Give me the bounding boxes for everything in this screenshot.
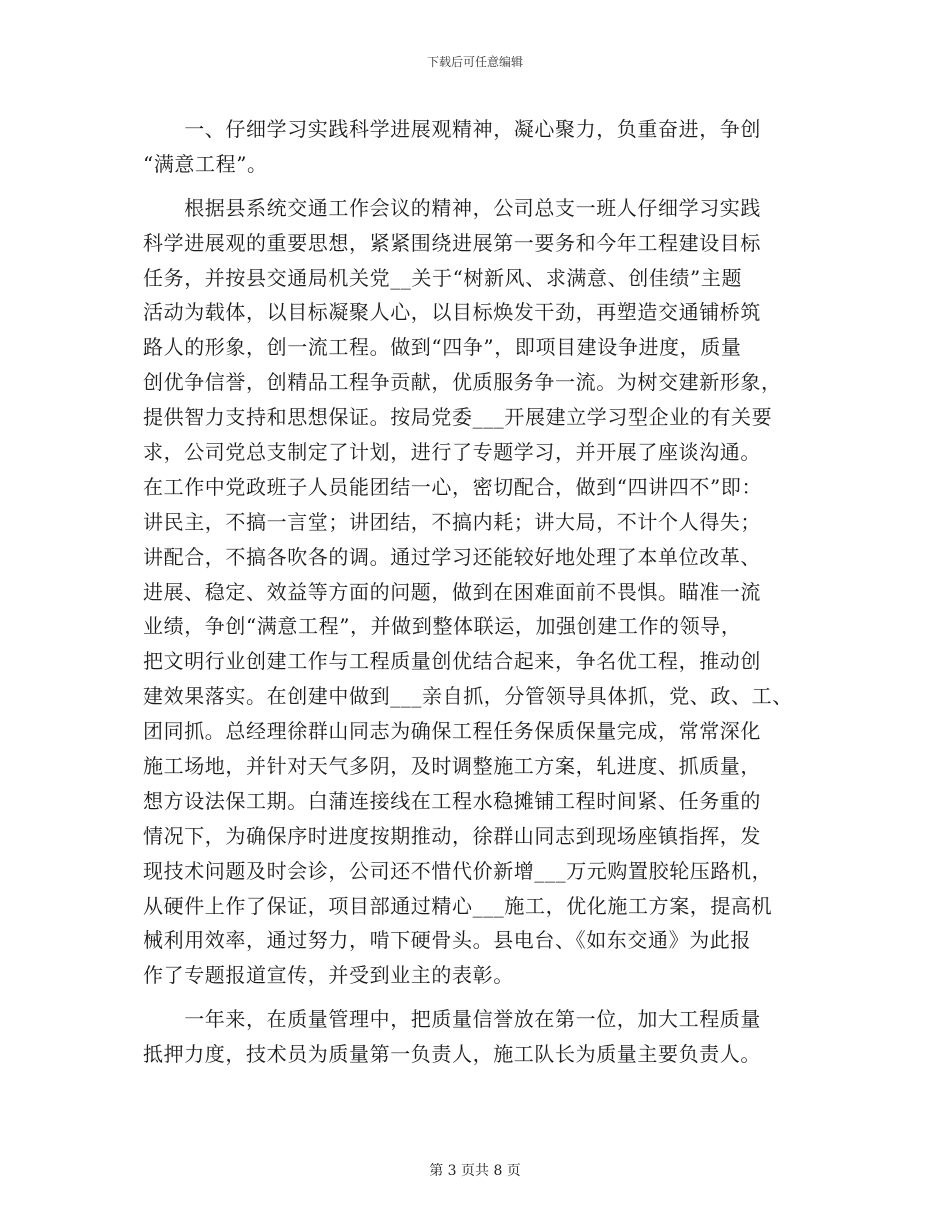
text-line: “满意工程”。 — [143, 151, 268, 176]
document-body — [143, 112, 823, 1072]
text-line: 一年来，在质量管理中，把质量信誉放在第一位，加大工程质量 — [143, 1007, 761, 1032]
text-line: 讲民主，不搞一言堂；讲团结，不搞内耗；讲大局，不计个人得失； — [143, 509, 761, 534]
page-header: 下载后可任意编辑 — [426, 55, 523, 69]
text-line: 根据县系统交通工作会议的精神，公司总支一班人仔细学习实践 — [143, 195, 761, 220]
text-line: 进展、稳定、效益等方面的问题，做到在困难面前不畏惧。瞄准一流 — [143, 579, 761, 604]
paragraph — [143, 112, 823, 182]
paragraph — [143, 191, 823, 993]
page-number: 第 3 页共 8 页 — [429, 1163, 521, 1179]
text-line: 现技术问题及时会诊，公司还不惜代价新增___万元购置胶轮压路机， — [143, 858, 773, 883]
text-line: 械利用效率，通过努力，啃下硬骨头。县电台、《如东交通》为此报 — [143, 928, 751, 953]
text-line: 情况下，为确保序时进度按期推动，徐群山同志到现场座镇指挥，发 — [143, 823, 761, 848]
text-line: 求，公司党总支制定了计划，进行了专题学习，并开展了座谈沟通。 — [143, 440, 761, 465]
text-line: 任务，并按县交通局机关党__关于“树新风、求满意、创佳绩”主题 — [143, 265, 743, 290]
text-line: 团同抓。总经理徐群山同志为确保工程任务保质保量完成，常常深化 — [143, 719, 761, 744]
paragraph-gap — [143, 182, 823, 191]
text-line: 作了专题报道宣传，并受到业主的表彰。 — [143, 963, 514, 988]
text-line: 科学进展观的重要思想，紧紧围绕进展第一要务和今年工程建设目标 — [143, 230, 761, 255]
text-line: 建效果落实。在创建中做到___亲自抓，分管领导具体抓，党、政、工、 — [143, 684, 793, 709]
text-line: 从硬件上作了保证，项目部通过精心___施工，优化施工方案，提高机 — [143, 893, 773, 918]
text-line: 业绩，争创“满意工程”，并做到整体联运，加强创建工作的领导， — [143, 614, 742, 639]
text-line: 创优争信誉，创精品工程争贡献，优质服务争一流。为树交建新形象， — [143, 370, 782, 395]
text-line: 想方设法保工期。白蒲连接线在工程水稳摊铺工程时间紧、任务重的 — [143, 788, 761, 813]
text-line: 抵押力度，技术员为质量第一负责人，施工队长为质量主要负责人。 — [143, 1042, 761, 1067]
text-line: 一、仔细学习实践科学进展观精神，凝心聚力，负重奋进，争创 — [143, 117, 761, 141]
text-line: 提供智力支持和思想保证。按局党委___开展建立学习型企业的有关要 — [143, 405, 773, 430]
text-line: 施工场地，并针对天气多阴，及时调整施工方案，轧进度、抓质量， — [143, 754, 761, 779]
paragraph-gap — [143, 993, 823, 1002]
paragraph — [143, 1002, 823, 1072]
text-line: 路人的形象，创一流工程。做到“四争”，即项目建设争进度，质量 — [143, 335, 742, 360]
text-line: 在工作中党政班子人员能团结一心，密切配合，做到“四讲四不”即： — [143, 474, 763, 499]
text-line: 活动为载体，以目标凝聚人心，以目标焕发干劲，再塑造交通铺桥筑 — [143, 300, 761, 325]
text-line: 把文明行业创建工作与工程质量创优结合起来，争名优工程，推动创 — [143, 649, 761, 674]
text-line: 讲配合，不搞各吹各的调。通过学习还能较好地处理了本单位改革、 — [143, 544, 761, 569]
